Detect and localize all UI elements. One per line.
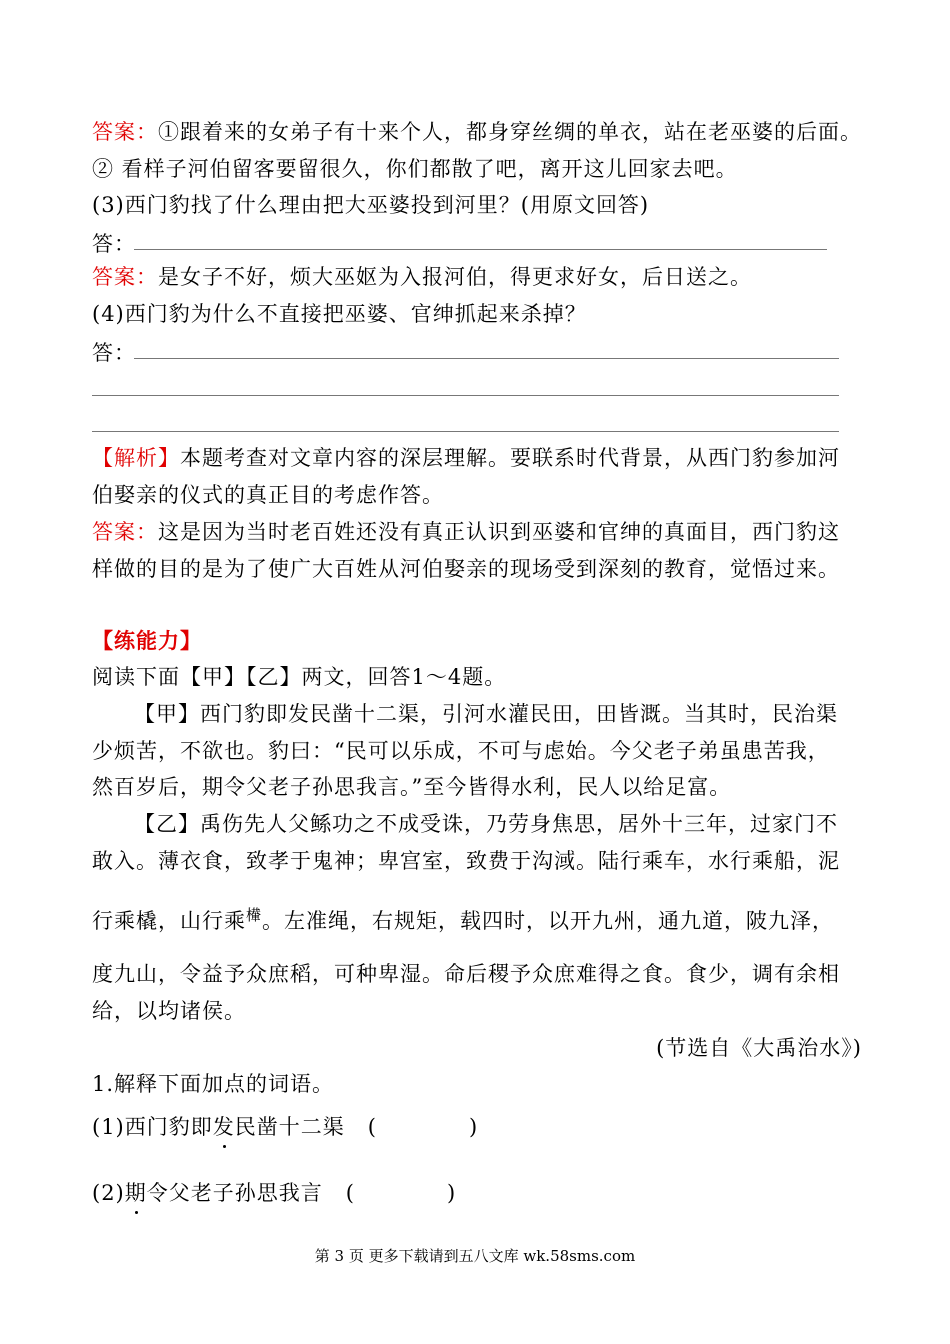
item-text: (1)西门豹即	[92, 1115, 213, 1139]
q4-answer-line2: 样做的目的是为了使广大百姓从河伯娶亲的现场受到深刻的教育，觉悟过来。	[92, 557, 840, 581]
q4-analysis-line1	[92, 443, 840, 473]
passage-yi-line1: 【乙】禹伤先人父鲧功之不成受诛，乃劳身焦思，居外十三年，过家门不	[134, 812, 838, 836]
answer-label: 答案：	[92, 520, 158, 544]
q4-answer-line1	[92, 517, 840, 547]
passage-yi-line5: 给，以均诸侯。	[92, 999, 246, 1023]
practice-heading: 【练能力】	[92, 628, 202, 653]
answer-label: 答案：	[92, 265, 158, 289]
passage-jia-line2: 少烦苦，不欲也。豹曰：“民可以乐成，不可与虑始。今父老子弟虽患苦我，	[92, 739, 830, 763]
practice-instruction: 阅读下面【甲】【乙】两文，回答1～4题。	[92, 665, 507, 689]
answer-label: 答案：	[92, 120, 158, 144]
q4-answer-prompt: 答：	[92, 341, 136, 365]
close-paren: )	[446, 1181, 457, 1205]
q4-analysis-line2: 伯娶亲的仪式的真正目的考虑作答。	[92, 483, 444, 507]
answer-text: 这是因为当时老百姓还没有真正认识到巫婆和官绅的真面目，西门豹这	[158, 520, 840, 544]
q4-answer-blank-1[interactable]	[134, 358, 839, 359]
passage-jia-line3: 然百岁后，期令父老子孙思我言。”至今皆得水利，民人以给足富。	[92, 775, 732, 799]
question-1-title: 1.解释下面加点的词语。	[92, 1072, 335, 1096]
q4-answer-blank-2[interactable]	[92, 395, 839, 396]
close-paren: )	[468, 1115, 479, 1139]
q3-answer-blank[interactable]	[134, 249, 827, 250]
q3-answer-prompt: 答：	[92, 232, 136, 256]
open-paren: (	[345, 1181, 355, 1205]
answer-text: 是女子不好，烦大巫妪为入报河伯，得更求好女，后日送之。	[158, 265, 752, 289]
passage-yi-line2: 敢入。薄衣食，致孝于鬼神；卑宫室，致费于沟淢。陆行乘车，水行乘船，泥	[92, 849, 840, 873]
passage-yi-line4: 度九山，令益予众庶稻，可种卑湿。命后稷予众庶难得之食。食少，调有余相	[92, 962, 840, 986]
open-paren: (	[367, 1115, 377, 1139]
q2-answer-line2: ② 看样子河伯留客要留很久，你们都散了吧，离开这儿回家去吧。	[92, 157, 738, 181]
page-footer: 第 3 页 更多下载请到五八文库 wk.58sms.com	[314, 1247, 636, 1265]
passage-text: 。左准绳，右规矩，载四时，以开九州，通九道，陂九泽，	[262, 909, 835, 933]
q4-answer-blank-3[interactable]	[92, 431, 839, 432]
answer-text: ①跟着来的女弟子有十来个人，都身穿丝绸的单衣，站在老巫婆的后面。	[158, 120, 862, 144]
passage-source: (节选自《大禹治水》)	[656, 1036, 862, 1060]
rare-glyph: 檋	[246, 906, 263, 924]
q4-question: (4)西门豹为什么不直接把巫婆、官绅抓起来杀掉？	[92, 302, 587, 326]
item-text: (2)	[92, 1181, 125, 1205]
question-1-item-1	[92, 1112, 478, 1142]
q3-answer	[92, 262, 752, 292]
item-text: 民凿十二渠	[234, 1115, 345, 1139]
analysis-text: 本题考查对文章内容的深层理解。要联系时代背景，从西门豹参加河	[180, 446, 840, 470]
q3-question: (3)西门豹找了什么理由把大巫婆投到河里？(用原文回答)	[92, 193, 650, 217]
dotted-word: 期	[125, 1178, 147, 1208]
analysis-label: 【解析】	[92, 446, 180, 470]
question-1-item-2	[92, 1178, 456, 1208]
dotted-word: 发	[213, 1112, 235, 1142]
item-text: 令父老子孙思我言	[146, 1181, 323, 1205]
passage-jia-line1: 【甲】西门豹即发民凿十二渠，引河水灌民田，田皆溉。当其时，民治渠	[134, 702, 838, 726]
q2-answer-line1	[92, 117, 862, 147]
passage-yi-line3	[92, 900, 834, 936]
passage-text: 行乘橇，山行乘	[92, 909, 246, 933]
